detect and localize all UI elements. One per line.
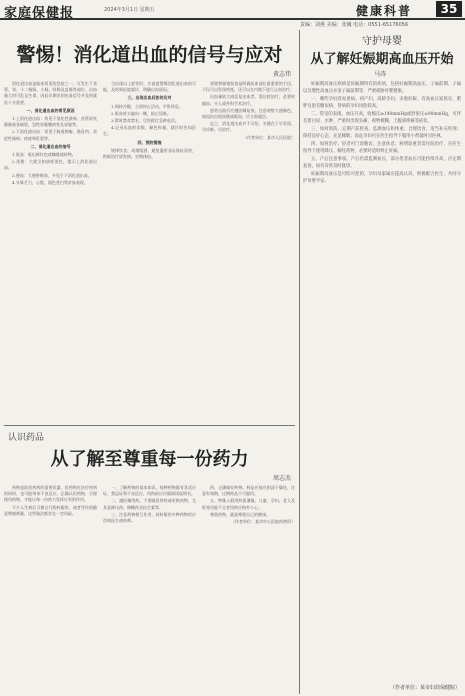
article-kicker: 守护母婴: [362, 36, 402, 47]
paragraph: 当出现以上症状时，应高度警惕消化道出血的可能，及时到医院就诊，明确出血原因。: [103, 81, 196, 93]
paragraph: 五、产后注意事项。产后仍需监测血压，部分患者血压可能持续升高，应定期复查，如有异常及时就诊。: [303, 157, 461, 169]
article-columns: [4, 81, 295, 187]
author-affiliation: （作者单位：某市中心医院药剂科）: [231, 519, 295, 525]
article-column: [202, 81, 295, 187]
paragraph: 四、正确储存药物。药品应放在阴凉干燥处，注意有效期，过期药品不可服用。: [202, 485, 295, 497]
paragraph: 2.下消化道出血：常见于肠道肿瘤、肠息肉、炎症性肠病、痔疮和肛裂等。: [4, 129, 97, 141]
article-pregnancy-hypertension: [303, 32, 461, 680]
article-digestive-bleeding: [4, 36, 295, 421]
paragraph: 规律饮食，戒烟限酒，避免滥用非甾体抗炎药，积极治疗原发病，定期体检。: [103, 147, 196, 160]
paragraph: 二、常见的表现。血压升高，收缩压≥140mmHg或舒张压≥90mmHg，可伴有蛋白尿、水肿，严重时出现头痛、视物模糊、上腹部疼痛等症状。: [303, 112, 461, 124]
paragraph: 不少人生病后习惯自行购药服用，或者凭经验随意增减剂量，这些做法都存在一定风险。: [4, 504, 97, 516]
paragraph: 出血量较大或反复出血者，需住院治疗，必要时输血、介入或外科手术治疗。: [202, 94, 295, 106]
article-kicker: 认识药品: [8, 433, 45, 443]
article-headline: 从了解妊娠期高血压开始: [310, 52, 454, 67]
paragraph: 3.便血：大便带鲜血，多见于下消化道出血。: [12, 172, 92, 178]
paragraph: 4.头晕乏力、心慌、面色苍白等贫血表现。: [12, 179, 88, 185]
paragraph: 三、注意药物相互作用，同时服用多种药物时应咨询医生或药师。: [103, 511, 196, 524]
subheading: 一、消化道出血的常见原因: [26, 107, 75, 113]
paragraph: 妊娠期高血压是可防可控的，孕妇及家属应提高认识，积极配合医生，共同守护母婴平安。: [303, 172, 461, 184]
article-headline: 警惕！消化道出血的信号与应对: [16, 44, 283, 66]
article-medication: [4, 430, 295, 692]
subheading: 二、消化道出血的信号: [30, 143, 71, 149]
article-headline: 从了解至尊重每一份药力: [50, 449, 249, 470]
paragraph: 药物是防治疾病的重要武器，但药物在治疗疾病的同时，也可能带来不良反应。正确认识药物、合理使用药物，才能让每一份药力发挥应有的作用。: [4, 485, 97, 503]
article-byline: 周志杰: [272, 475, 291, 482]
paragraph: 总之，消化道出血并不可怕，关键在于早发现、早诊断、早治疗。: [202, 121, 295, 133]
paragraph: 胃镜和肠镜检查是明确出血部位最重要的手段，不仅可以发现病变，还可以在内镜下进行止血治疗。: [202, 81, 295, 93]
section-name: 健康科普: [356, 4, 413, 18]
author-affiliation: （作者单位：某市妇幼保健院）: [389, 685, 460, 691]
paragraph: 妊娠期高血压疾病是妊娠期特有的疾病，包括妊娠期高血压、子痫前期、子痫以及慢性高血压并发子痫前期等，严重威胁母婴健康。: [303, 82, 461, 94]
paragraph: 1.呕血：呕出鲜红色或咖啡渣样物。: [12, 152, 76, 158]
paper-name: 家庭保健报: [4, 6, 75, 21]
paragraph: 尊重药物，就是尊重自己的健康。: [210, 511, 270, 517]
article-column: [4, 485, 97, 526]
paragraph: 二、遵医嘱用药。不要随意停药或更换药物，尤其是降压药、降糖药及抗生素等。: [103, 498, 196, 510]
paragraph: 1.上消化道出血：常见于消化性溃疡、食管胃底静脉曲张破裂、急性胃黏膜病变及胃癌等。: [4, 116, 97, 128]
article-column: [202, 485, 295, 526]
section-divider: [4, 425, 295, 426]
paragraph: 2.呕血时头偏向一侧，防止误吸。: [111, 110, 171, 116]
article-column: [303, 81, 461, 186]
article-column: [103, 485, 196, 526]
author-affiliation: （作者单位：某市人民医院）: [243, 134, 295, 140]
paragraph: 3.暂时禁食禁水，尽快拨打急救电话。: [111, 118, 179, 124]
paragraph: 1.保持冷静，立即停止活动，平卧休息。: [111, 103, 183, 109]
editor-info: 责编：刘燕 美编：张巍 电话：0551-65176056: [300, 22, 409, 28]
masthead: [0, 0, 465, 20]
article-byline: 马涛: [373, 71, 386, 78]
paragraph: 消化道出血是临床常见的急症之一，可发生于食管、胃、十二指肠、小肠、结肠及直肠等部位。出血量大时可危及生命，因此早期识别出血信号并及时就医十分重要。: [4, 81, 97, 105]
paragraph: 2.黑便：大便呈柏油样黑色，提示上消化道出血。: [4, 159, 97, 171]
paragraph: 三、如何预防。定期产前检查，监测血压和体重；合理饮食，适当补充钙剂；保持良好心态，充足睡眠；高危孕妇可在医生指导下服用小剂量阿司匹林。: [303, 127, 461, 139]
article-columns: [303, 81, 461, 186]
paragraph: 患者出院后应遵医嘱复查，注意观察大便颜色，如再次出现黑便或呕血，应立即就医。: [202, 107, 295, 120]
paragraph: 一、哪些孕妇容易患病。初产妇、高龄孕妇、多胎妊娠、有高血压家族史、肥胖及患有糖尿病、肾病的孕妇风险较高。: [303, 97, 461, 109]
subheading: 三、出现出血后如何应对: [127, 95, 172, 101]
article-byline: 黄志伟: [272, 71, 291, 78]
paragraph: 一、了解药物的基本知识。每种药物都有其适应证、禁忌证和不良反应，用药前应仔细阅读说明书。: [103, 485, 196, 497]
page-number: 35: [436, 1, 462, 17]
subheading: 四、预防措施: [137, 139, 162, 145]
paragraph: 五、特殊人群用药需谨慎。儿童、孕妇、老人及肝肾功能不全者用药应格外小心。: [202, 498, 295, 510]
article-column: [4, 81, 97, 187]
paragraph: 四、如何治疗。轻者可门诊随访，注意休息；病情较重者需住院治疗，在医生指导下使用降压、解痉药物，必要时适时终止妊娠。: [303, 142, 461, 154]
article-columns: [4, 485, 295, 526]
article-column: [103, 81, 196, 187]
issue-date: 2024年3月1日 星期五: [104, 7, 155, 13]
paragraph: 4.记录出血的次数、颜色和量，就诊时告知医生。: [103, 125, 196, 137]
column-divider: [299, 30, 300, 694]
